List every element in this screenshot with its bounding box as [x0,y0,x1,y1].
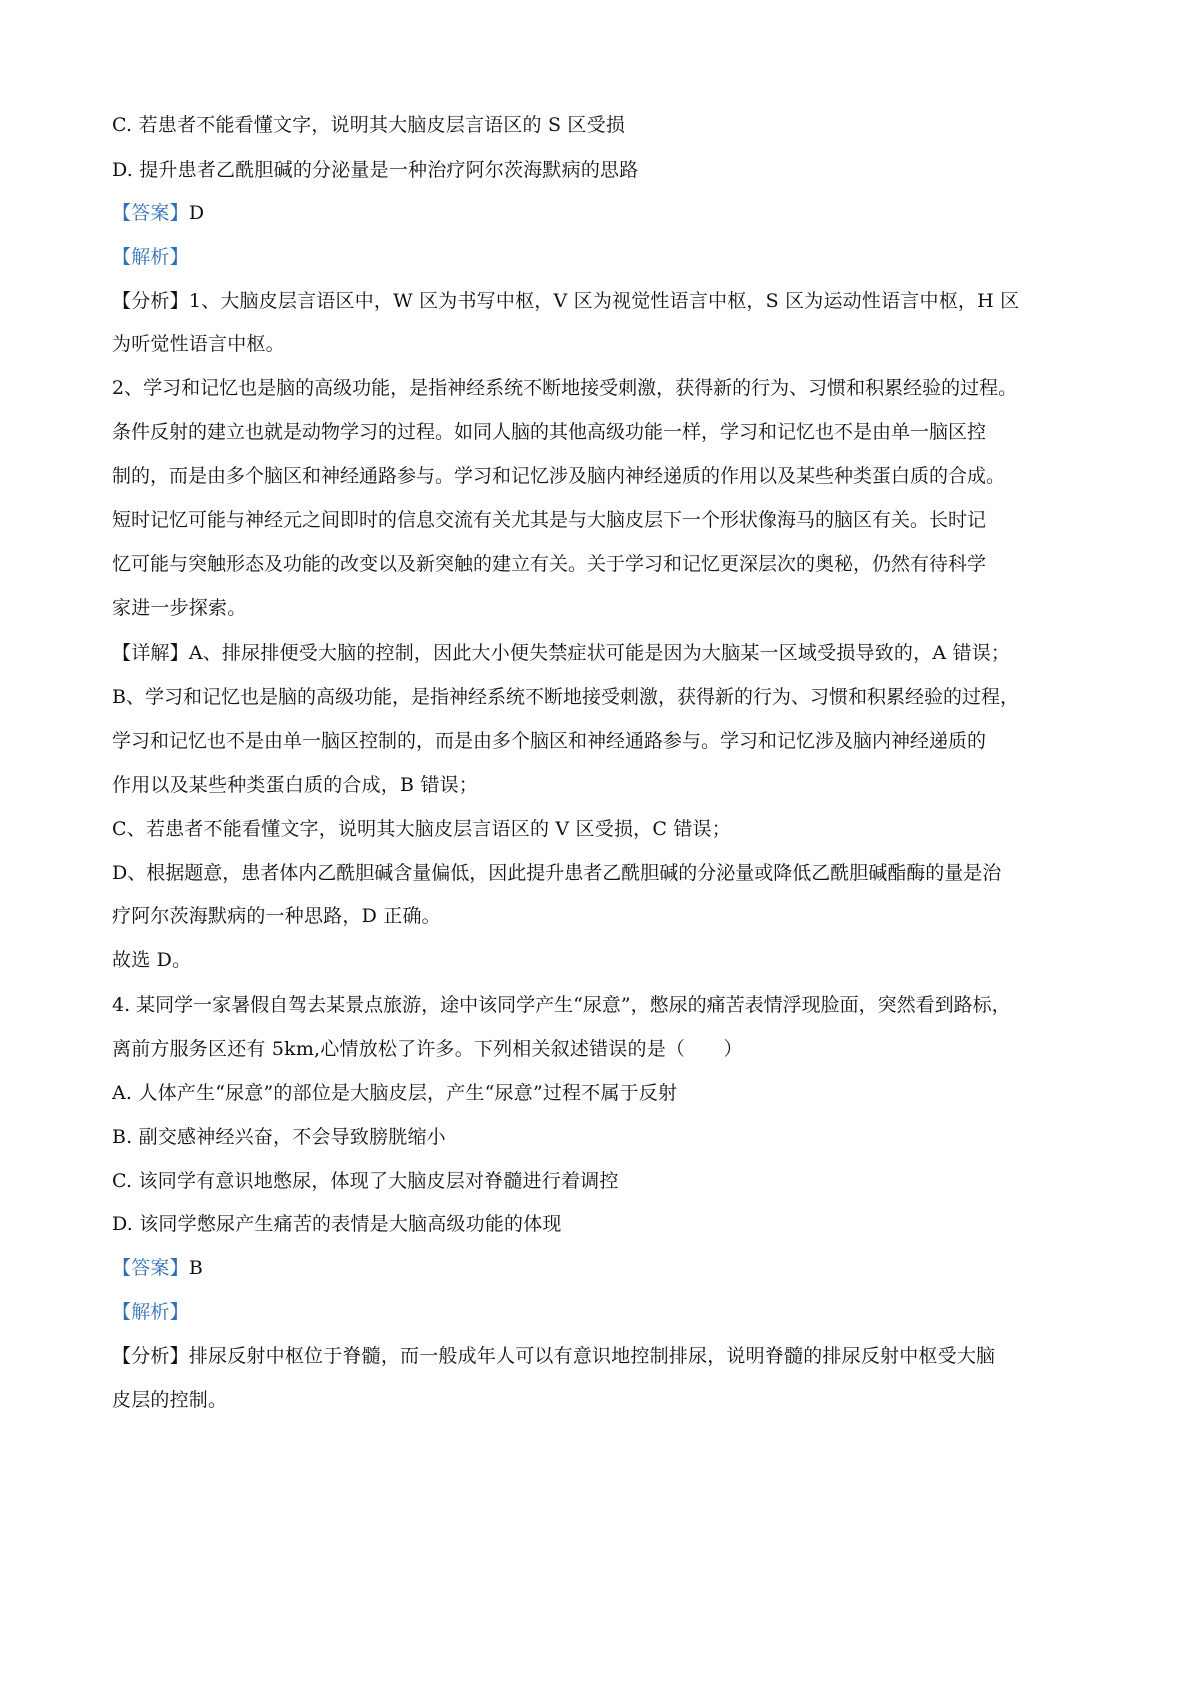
q3-fenxi-p2-line-3: 制的，而是由多个脑区和神经通路参与。学习和记忆涉及脑内神经递质的作用以及某些种类蛋白质的合成。 [112,465,1006,487]
q4-option-d: D. 该同学憋尿产生痛苦的表情是大脑高级功能的体现 [112,1213,562,1235]
q3-xiangjie-b-line-2: 学习和记忆也不是由单一脑区控制的，而是由多个脑区和神经通路参与。学习和记忆涉及脑内神经递质的 [112,730,987,752]
fenxi-label: 【分析】 [112,290,189,312]
q3-fenxi-line-2: 为听觉性语言中枢。 [112,333,285,355]
answer-value: B [188,1257,203,1279]
q4-stem-line-1: 4. 某同学一家暑假自驾去某景点旅游，途中该同学产生“尿意”，憋尿的痛苦表情浮现脸面，突然看到路标， [112,994,1011,1016]
q3-analysis-heading [112,244,1102,270]
q3-fenxi-p2-line-6: 家进一步探索。 [112,597,247,619]
q3-option-c: C. 若患者不能看懂文字，说明其大脑皮层言语区的 S 区受损 [112,114,626,136]
q4-stem-line-2: 离前方服务区还有 5km,心情放松了许多。下列相关叙述错误的是（ ） [112,1038,743,1060]
q3-fenxi-p2-line-5: 忆可能与突触形态及功能的改变以及新突触的建立有关。关于学习和记忆更深层次的奥秘，仍然有待科学 [112,553,987,575]
analysis-label: 【解析】 [112,1301,189,1323]
answer-label: 【答案】 [112,202,189,224]
q3-xiangjie-d-line-2: 疗阿尔茨海默病的一种思路，D 正确。 [112,905,441,927]
q4-fenxi-line-2: 皮层的控制。 [112,1389,228,1411]
xiangjie-a-text: A、排尿排便受大脑的控制，因此大小便失禁症状可能是因为大脑某一区域受损导致的，A 错误； [188,642,1011,664]
q4-option-a: A. 人体产生“尿意”的部位是大脑皮层，产生“尿意”过程不属于反射 [112,1082,678,1104]
q3-xiangjie-b-line-1: B、学习和记忆也是脑的高级功能，是指神经系统不断地接受刺激，获得新的行为、习惯和积累经验的过程， [112,686,1019,708]
fenxi-text: 排尿反射中枢位于脊髓，而一般成年人可以有意识地控制排尿，说明脊髓的排尿反射中枢受大脑 [188,1345,996,1367]
q3-answer [112,200,1102,226]
q3-fenxi-line-1 [112,288,1102,314]
q4-answer [112,1255,1102,1281]
q3-fenxi-p2-line-1: 2、学习和记忆也是脑的高级功能，是指神经系统不断地接受刺激，获得新的行为、习惯和积累经验的过程。 [112,377,1018,399]
q3-fenxi-p2-line-2: 条件反射的建立也就是动物学习的过程。如同人脑的其他高级功能一样，学习和记忆也不是由单一脑区控 [112,421,987,443]
q3-xiangjie-b-line-3: 作用以及某些种类蛋白质的合成，B 错误； [112,774,479,796]
q4-fenxi-line-1 [112,1343,1102,1369]
analysis-label: 【解析】 [112,246,189,268]
answer-value: D [188,202,205,224]
q3-xiangjie-c: C、若患者不能看懂文字，说明其大脑皮层言语区的 V 区受损，C 错误； [112,818,731,840]
xiangjie-label: 【详解】 [112,642,189,664]
q3-xiangjie-a [112,640,1102,666]
q4-option-b: B. 副交感神经兴奋，不会导致膀胱缩小 [112,1126,446,1148]
answer-label: 【答案】 [112,1257,189,1279]
q3-option-d: D. 提升患者乙酰胆碱的分泌量是一种治疗阿尔茨海默病的思路 [112,159,639,181]
q3-xiangjie-d-line-1: D、根据题意，患者体内乙酰胆碱含量偏低，因此提升患者乙酰胆碱的分泌量或降低乙酰胆碱酯酶的量是治 [112,862,1002,884]
q4-option-c: C. 该同学有意识地憋尿，体现了大脑皮层对脊髓进行着调控 [112,1170,619,1192]
q4-analysis-heading [112,1299,1102,1325]
fenxi-label: 【分析】 [112,1345,189,1367]
fenxi-text: 1、大脑皮层言语区中，W 区为书写中枢，V 区为视觉性语言中枢，S 区为运动性语言中枢，H 区 [188,290,1020,312]
q3-conclusion: 故选 D。 [112,949,192,971]
q3-fenxi-p2-line-4: 短时记忆可能与神经元之间即时的信息交流有关尤其是与大脑皮层下一个形状像海马的脑区有关。长时记 [112,509,987,531]
